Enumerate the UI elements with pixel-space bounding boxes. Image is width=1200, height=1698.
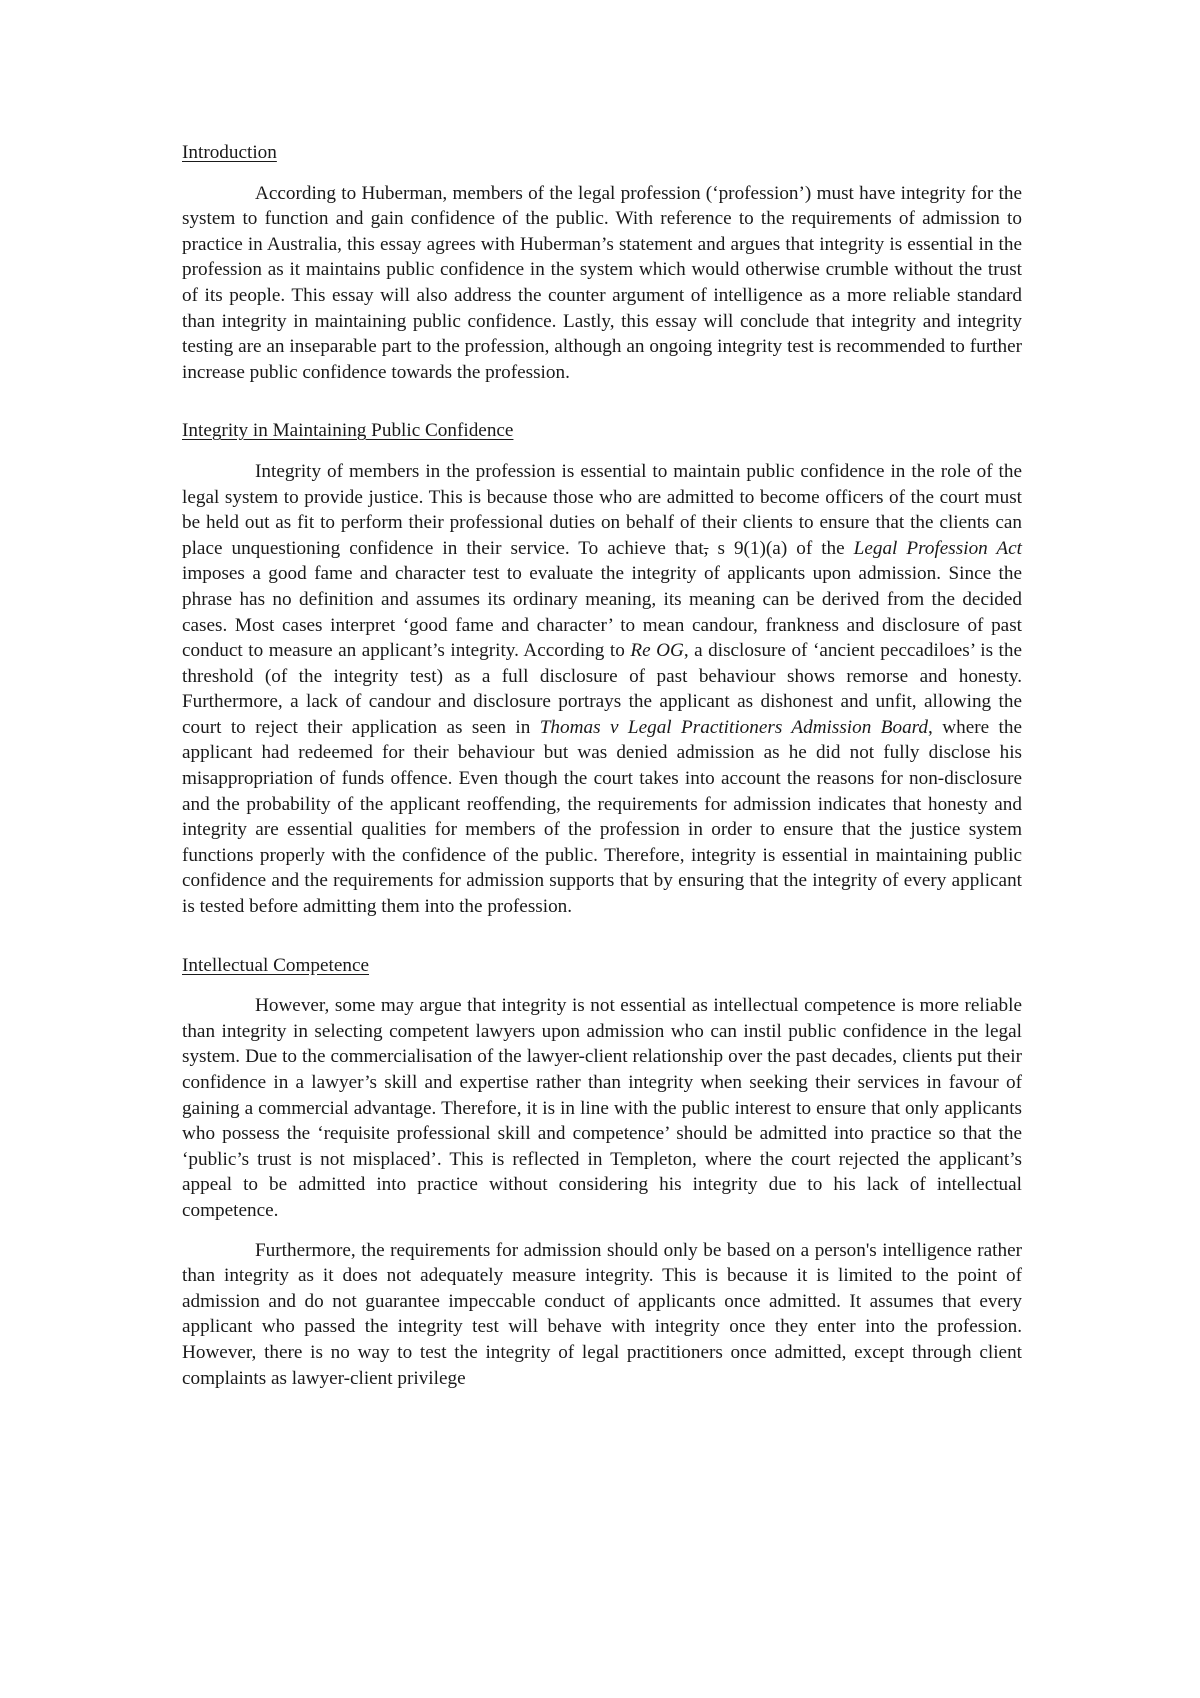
paragraph-text: However, some may argue that integrity is not essential as intellectual competence is more reliable than integrity in selecting competent lawyers upon admission who can instil public confidence in the legal system. Due to the commercialisation of the lawyer-client relationship over the past decades, clients put their confidence in a lawyer’s skill and expertise rather than integrity when seeking their services in favour of gaining a commercial advantage. Therefore, it is in line with the public interest to ensure that only applicants who possess the ‘requisite professional skill and competence’ should be admitted into practice so that the ‘public’s trust is not misplaced’. This is reflected in Templeton, where the court rejected the applicant’s appeal to be admitted into practice without considering his integrity due to his lack of intellectual competence. (182, 995, 1022, 1221)
paragraph-text: Furthermore, the requirements for admission should only be based on a person's intelligence rather than integrity as it does not adequately measure integrity. This is because it is limited to the point of admission and do not guarantee impeccable conduct of applicants once admitted. It assumes that every applicant who passed the integrity test will behave with integrity once they enter into the profession. However, there is no way to test the integrity of legal practitioners once admitted, except through client complaints as lawyer-client privilege (182, 1239, 1022, 1389)
paragraph-intellectual-competence-1 (182, 993, 1022, 1223)
paragraph-text: Integrity of members in the profession is essential to maintain public confidence in the role of the legal system to provide justice. This is because those who are admitted to become officers of the court must be held out as fit to perform their professional duties on behalf of their clients to ensure that the clients can place unquestioning confidence in their service. To achieve that (182, 460, 1022, 559)
section-heading-introduction: Introduction (182, 142, 277, 163)
paragraph-text: , where the applicant had redeemed for their behaviour but was denied admission as he did not fully disclose his misappropriation of funds offence. Even though the court takes into account the reasons for non-disclosure and the probability of the applicant reoffending, the requirements for admission indicates that honesty and integrity are essential qualities for members of the profession in order to ensure that the justice system functions properly with the confidence of the public. Therefore, integrity is essential in maintaining public confidence and the requirements for admission supports that by ensuring that the integrity of every applicant is tested before admitting them into the profession. (182, 716, 1022, 918)
paragraph-introduction (182, 181, 1022, 386)
paragraph-intellectual-competence-2 (182, 1238, 1022, 1392)
case-citation-legal-profession-act: Legal Profession Act (853, 537, 1022, 559)
section-heading-intellectual-competence: Intellectual Competence (182, 954, 369, 976)
paragraph-text: , a disclosure of ‘ancient peccadiloes’ is the threshold (of the integrity test) as a full disclosure of past behaviour shows remorse and honesty. Furthermore, a lack of candour and disclosure portrays the applicant as dishonest and unfit, allowing the court to reject their application as seen in (182, 640, 1022, 738)
case-citation-re-og: Re OG (630, 640, 684, 662)
document-page (182, 140, 1022, 1391)
paragraph-integrity (182, 459, 1022, 920)
paragraph-text: According to Huberman, members of the legal profession (‘profession’) must have integrity for the system to function and gain confidence of the public. With reference to the requirements of admission to practice in Australia, this essay agrees with Huberman’s statement and argues that integrity is essential in the profession as it maintains public confidence in the system which would otherwise crumble without the trust of its people. This essay will also address the counter argument of intelligence as a more reliable standard than integrity in maintaining public confidence. Lastly, this essay will conclude that integrity and integrity testing are an inseparable part to the profession, although an ongoing integrity test is recommended to further increase public confidence towards the profession. (182, 182, 1022, 383)
section-heading-integrity: Integrity in Maintaining Public Confidence (182, 420, 514, 442)
case-citation-thomas: Thomas v Legal Practitioners Admission Board (539, 716, 929, 738)
paragraph-text: imposes a good fame and character test to evaluate the integrity of applicants upon admission. Since the phrase has no definition and assumes its ordinary meaning, its meaning can be derived from the decided cases. Most cases interpret ‘good fame and character’ to mean candour, frankness and disclosure of past conduct to measure an applicant’s integrity. According to (182, 563, 1022, 662)
paragraph-text: s 9(1)(a) of the (708, 537, 854, 559)
struck-comma: , (703, 537, 709, 559)
